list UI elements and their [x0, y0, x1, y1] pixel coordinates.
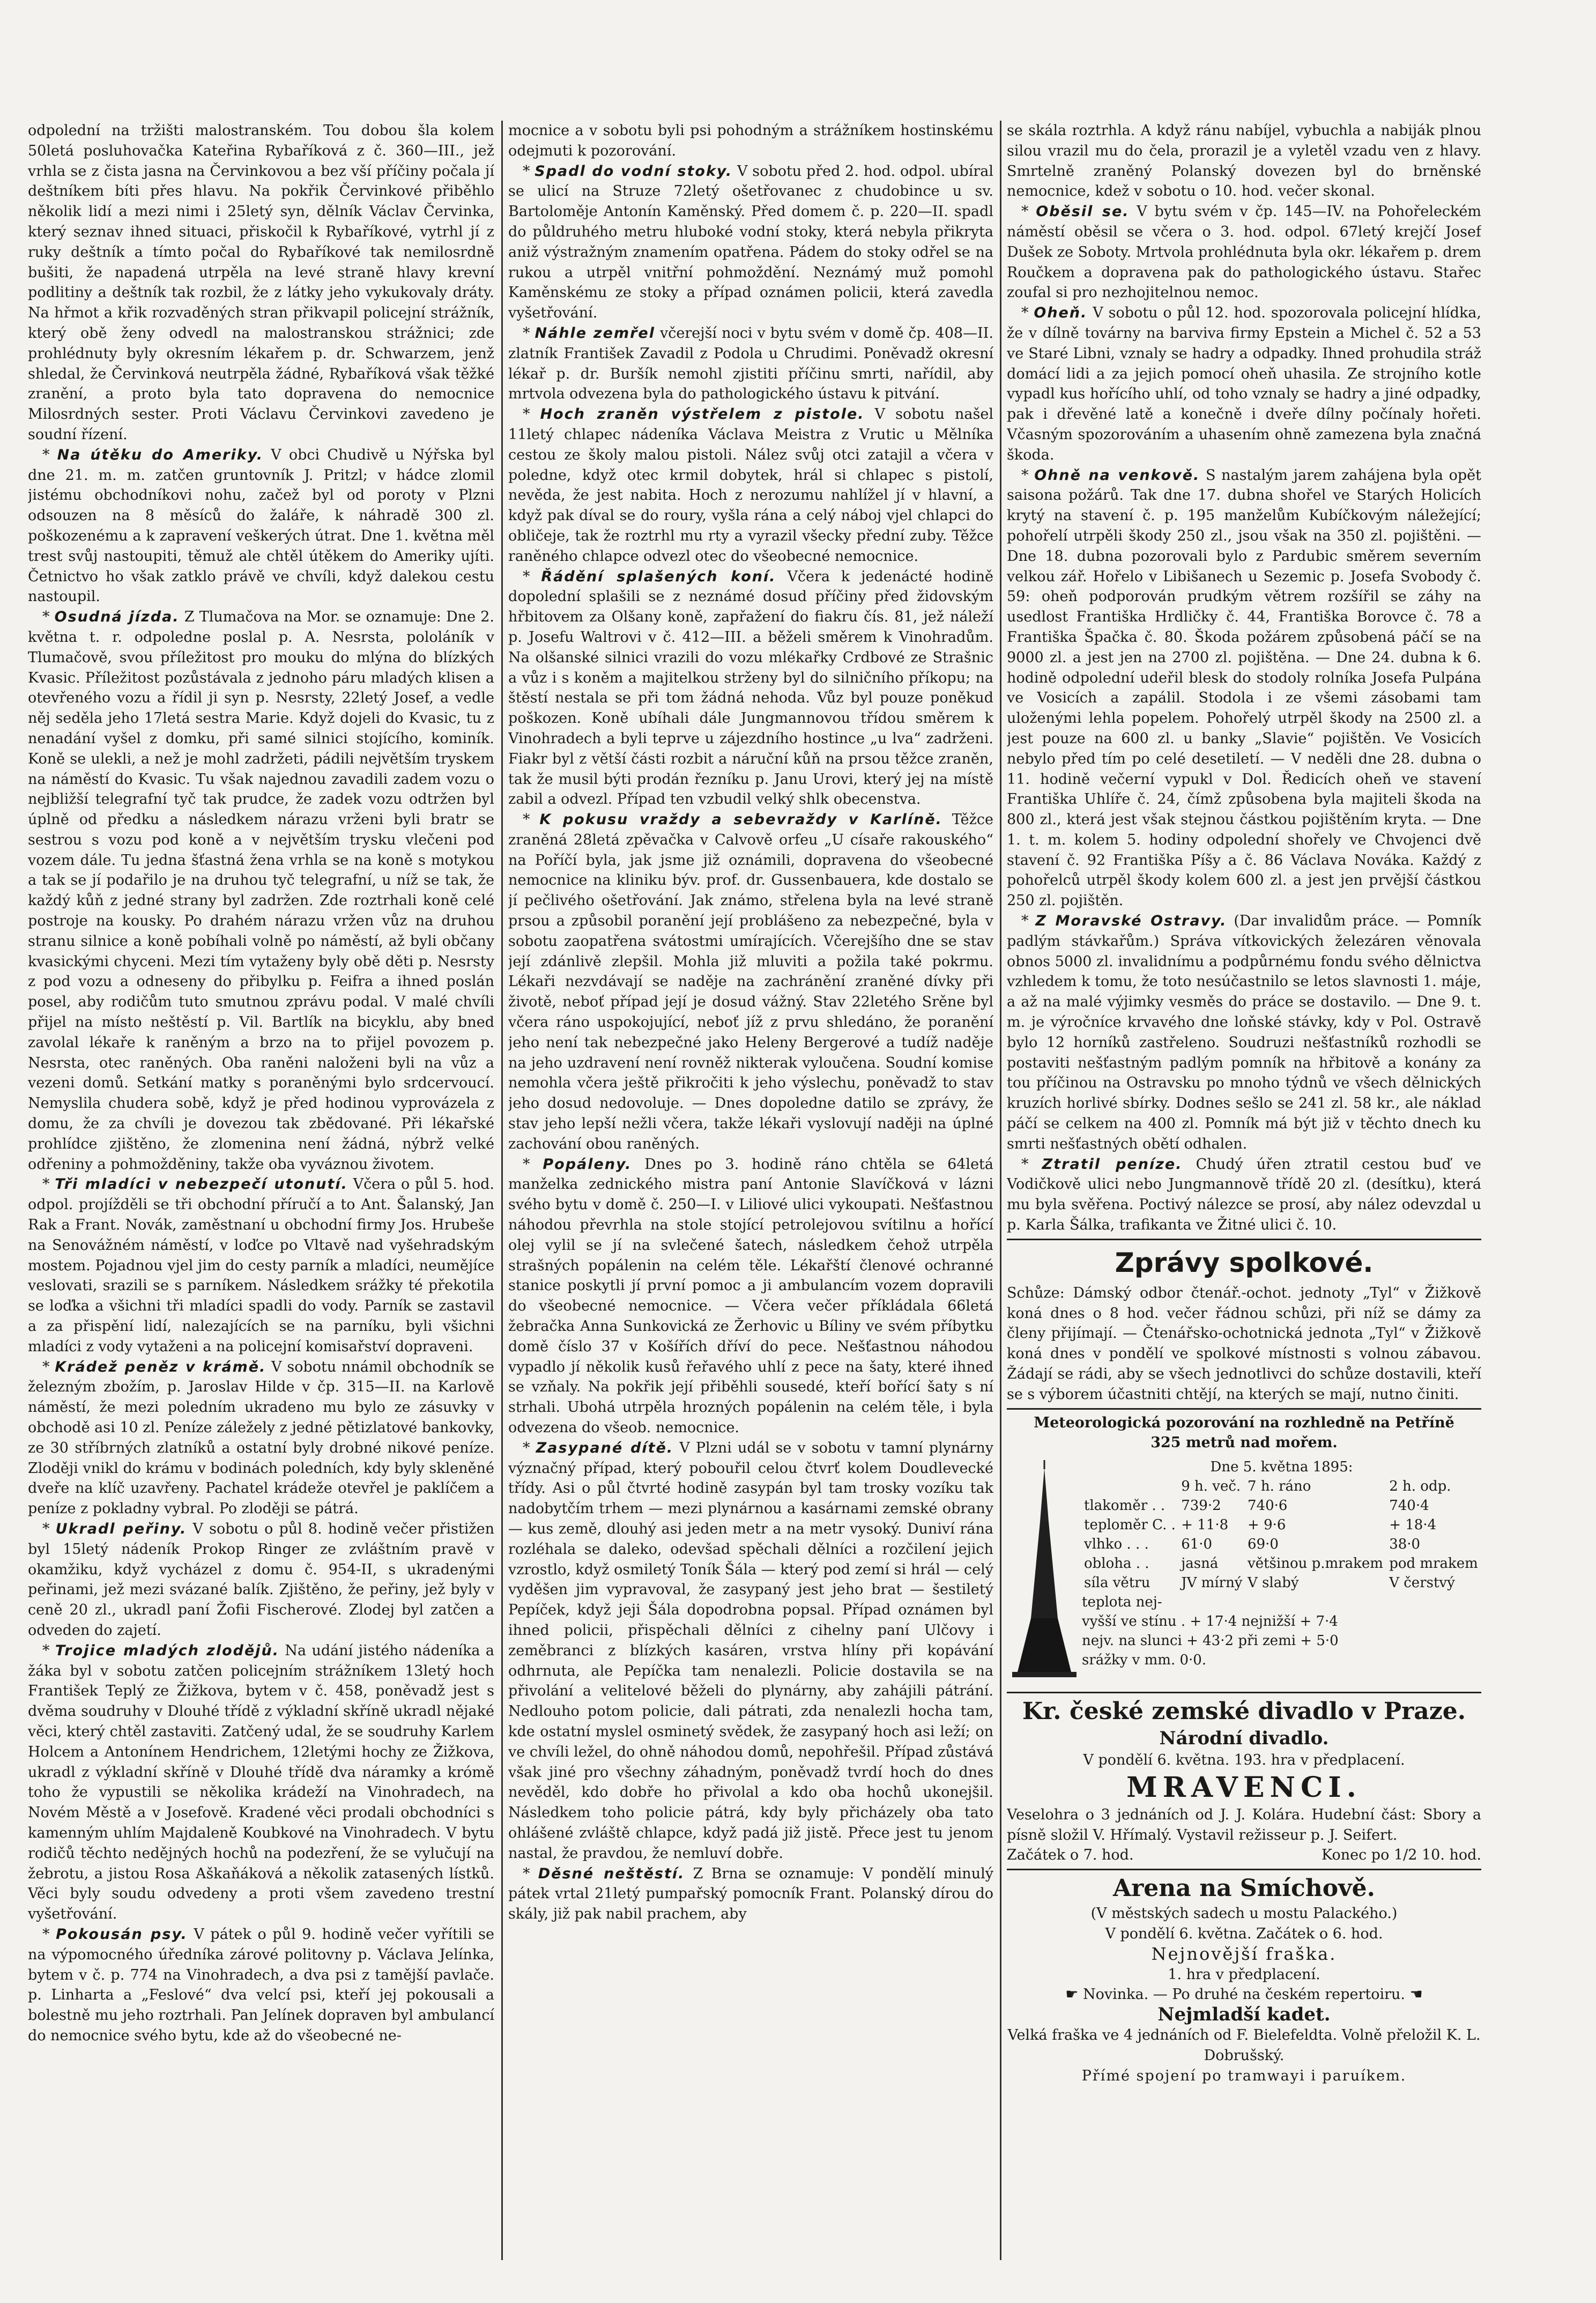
- article-headline: Ohně na venkově.: [1034, 466, 1200, 484]
- theatre-desc: Veselohra o 3 jednáních od J. J. Kolára. Hudební část: Sbory a písně složil V. Hřímalý. Vystavil režisseur p. J. Seifert.: [1007, 1806, 1481, 1843]
- article-star: *: [28, 1520, 56, 1537]
- meteo-cell: JV mírný: [1181, 1575, 1243, 1591]
- article-headline: Spadl do vodní stoky.: [535, 162, 733, 180]
- spolky-title: Zprávy spolkové.: [1115, 1247, 1374, 1278]
- meteo-cell: + 11·8: [1181, 1517, 1229, 1534]
- article-headline: Krádež peněz v krámě.: [55, 1358, 266, 1375]
- meteo-subtitle: 325 metrů nad mořem.: [1150, 1434, 1338, 1452]
- article-star: *: [1007, 913, 1036, 930]
- left-margin-fragments: [0, 121, 21, 2260]
- meteo-block: [1007, 1457, 1481, 1689]
- article: [1007, 303, 1481, 465]
- article-headline: Ztratil peníze.: [1042, 1156, 1183, 1173]
- arena-play: Nejnovější fraška.: [1151, 1943, 1337, 1964]
- article: [28, 121, 494, 445]
- article: [508, 323, 993, 404]
- arena-novelty-line: [1007, 1984, 1481, 2005]
- meteo-temp-note: srážky v mm. 0·0.: [1082, 1652, 1207, 1669]
- article: [28, 1641, 494, 1924]
- article-star: *: [1007, 466, 1035, 484]
- article: [508, 1438, 993, 1864]
- theatre-start: Začátek o 7. hod.: [1007, 1847, 1134, 1864]
- article-text: Z Brna se oznamuje: V pondělí minulý pátek vrtal 21letý pumpařský pomocník Frant. Polanský dírou do skály, již pak nabil prachem, aby: [508, 1865, 993, 1923]
- meteo-cell: + 9·6: [1248, 1517, 1286, 1534]
- article-star: *: [508, 324, 535, 342]
- article-star: *: [28, 1642, 55, 1659]
- article-text: Těžce zraněná 28letá zpěvačka v Calvově orfeu „U císaře rakouského“ na Poříčí byla, jak jsme již oznámili, dopravena do všeobecné nemocnice na kliniku býv. prof. dr. Gussenbauera, kde dostalo se jí pečlivého ošetřování. Jak známo, střelena byla na levé straně prsou a způsobil poranění její problášeno za nebezpečné, byla v sobotu zaopatřena svátostmi umírajících. Včerejšího dne se stav její zdánlivě zlepšil. Mohla již mluviti a požila také pokrmu. Lékaři nezvdávají se naděje na zachránění zraněné dívky při životě, neboť případ její je dosud vážný. Stav 22letého Srěne byl včera ráno uspokojující, neboť jíž z prvu shledáno, že poranění jeho není tak nebezpečné jako Heleny Bergerové a tudíž naděje na jeho uzdravení není rovněž nikterak vyloučena. Soudní komise nemohla včera ještě přikročiti k jeho výslechu, poněvadž to stav jeho dosud nedovoluje. — Dnes dopoledne datilo se zprávy, že stav jeho lepší nežli včera, takže lékaři vyslovují naději na úplné zachování obou raněných.: [508, 811, 993, 1152]
- article-headline: Tři mladíci v nebezpečí utonutí.: [55, 1176, 348, 1193]
- pointing-hand-icon: ☛: [1065, 1986, 1083, 2003]
- article-headline: Z Moravské Ostravy.: [1035, 913, 1227, 930]
- article-text: V Plzni udál se v sobotu v tamní plynárny význačný případ, který pobouřil celou čtvrť kolem Doudlevecké třídy. Asi o půl čtvrté hodině zasypán byl tam trosky vozíku tak nadobytčím trhem — mezi plynárnou a kasárnami zemské obrany — kus země, dlouhý asi jeden metr a na metr vysoký. Duniví rána rozléhala se daleko, odevšad spěchali dělníci a rozčilení jejich vzrostlo, když osmiletý Toník Šála — který pod zemí si hrál — celý vyděšen jim vypravoval, že zasypaný jest jeho brat — šestiletý Pepíček, když jeji Šála dopodrobna popsal. Případ oznámen byl ihned policii, přispěchali dělníci z cihelny paní Ulčovy i zeměbranci z blízkých kasáren, vrstva hlíny při kopávání odhrnuta, ale Pepíčka tam nenalezli. Policie dostavila se na přivolání a velitelové běželi do plynárny, aby zahájili pátrání. Nedlouho potom policie, dali pátrati, zda nenalezli hocha tam, kde ostatní myslel osminetý svědek, že zasypaný hoch asi leží; on ve chvíli ležel, do ohně náhodou domů, nepohřešil. Případ zůstává však jiné pro všechny záhadným, poněvadž tvrdí hoch do dnes nevěděl, kdo dobře ho přivolal a kdo oba hochů ukonejšil. Následkem toho policie pátrá, kdy byly přicházely oba tato ohlášené zvláště chlapce, když padá již jistě. Přece jest tu jenom nastal, že pravdou, že nemluví dobře.: [508, 1439, 993, 1862]
- article-text: Chudý úřen ztratil cestou buď ve Vodičkově ulici nebo Jungmannově třídě 20 zl. (desítku), která mu byla svěřena. Poctivý nálezce se prosí, aby nález odevzdal u p. Karla Šálka, trafikanta ve Žitné ulici č. 10.: [1007, 1156, 1481, 1234]
- article: [1007, 121, 1481, 202]
- meteo-cell: V čerstvý: [1389, 1575, 1455, 1591]
- article-star: *: [1007, 1156, 1042, 1173]
- article: [28, 1357, 494, 1519]
- article: [1007, 1154, 1481, 1235]
- meteo-temp-note: vyšší ve stínu . + 17·4 nejnižší + 7·4: [1082, 1613, 1338, 1630]
- article: [508, 567, 993, 810]
- article-headline: Řádění splašených koní.: [541, 568, 776, 585]
- article-text: včerejší noci v bytu svém v domě čp. 408—II. zlatník František Zavadil z Podola u Chrudimi. Poněvadž okresní lékař p. dr. Buršík nemohl zjistiti příčinu smrti, nařídil, aby mrtvola odvezena byla do pathologického ústavu k pitvání.: [508, 324, 993, 403]
- meteo-cell: 61·0: [1181, 1536, 1213, 1553]
- article-headline: Hoch zraněn výstřelem z pistole.: [540, 406, 865, 423]
- article-text: V sobotu před 2. hod. odpol. ubíral se ulicí na Struze 72letý ošetřovanec z chudobince u sv. Bartoloměje Antonín Kaměnský. Před domem č. p. 220—II. spadl do půldruhého metru hluboké vodní stoky, která nebyla přikryta aniž výstražným znamením opatřena. Pádem do stoky odřel se na rukou a utrpěl vnitřní pohmoždění. Neznámý muž pomohl Kaměnskému ze stoky a případ oznámen policii, která zavedla vyšetřování.: [508, 162, 993, 322]
- article-text: V sobotu našel 11letý chlapec nádeníka Václava Meistra z Vrutic u Mělníka cestou ze školy malou pistoli. Nález svůj otci zatajil a včera v poledne, když otec krmil dobytek, hrál si chlapec s pistolí, nevěda, že jest nabita. Hoch z nerozumu nahlížel jí v hlavní, a když pak díval se do roury, vyšla rána a celý náboj vjel chlapci do obličeje, tak že roztrhl mu rty a vyrazil všecky přední zuby. Těžce raněného chlapce odvezl otec do všeobecné nemocnice.: [508, 406, 993, 565]
- section-rule: [1007, 1869, 1481, 1870]
- article-star: *: [508, 811, 540, 828]
- article-star: *: [28, 446, 57, 463]
- section-rule: [1007, 1408, 1481, 1410]
- column-3-news: [1007, 121, 1481, 1235]
- article-text: (Dar invalidům práce. — Pomník padlým stávkařům.) Správa vítkovických železáren věnovala obnos 5000 zl. invalidnímu a podpůrnému fondu svého dělnictva vzhledem k tomu, že toto nesúčastnilo se letos slavnosti 1. máje, a až na malé výjimky vesměs do práce se dostavilo. — Dne 9. t. m. je výročníce krvavého dne loňské stávky, kdy v Pol. Ostravě bylo 12 horníků zastřeleno. Soudruzi nešťastníků rozhodli se postaviti nešťastným padlým pomník na hřbitově a konány za tou příčinou na Ostravsku po mnoho týdnů ve všech dělnických kruzích horlivé sbírky. Dodnes sešlo se 241 zl. 58 kr., ale náklad páčí se celkem na 400 zl. Pomník má být již v těchto dnech ku smrti nešťastných obětí odhalen.: [1007, 913, 1481, 1152]
- article-headline: Ukradl peřiny.: [55, 1520, 187, 1537]
- article-text: V sobotu o půl 12. hod. spozorovala policejní hlídka, že v dílně továrny na barviva firmy Epstein a Michel č. 52 a 53 ve Staré Libni, vznaly se hadry a odpadky. Ihned prohudila stráž domácí lidi a za jejich pomocí oheň uhasila. Ze strojního kotle vypadl kus hořícího uhlí, od toho vznaly se hadry a jiné odpadky, pak i dřevěné latě a konečně i dveře dílny počínaly hořeti. Včasným spozorováním a uhasením ohně zamezena byla značná škoda.: [1007, 305, 1481, 463]
- article: [1007, 465, 1481, 912]
- article-text: V pátek o půl 9. hodině večer vyřítili se na výpomocného úředníka zárové politovny p. Václava Jelínka, bytem v č. p. 774 na Vinohradech, a dva psi z tamější pavlače. p. Linharta a „Feslové“ dva velcí psi, kteří jej pokousali a bolestně mu jeho roztrhali. Pan Jelínek dopraven byl ambulancí do nemocnice svého bytu, kde až do všeobecné ne-: [28, 1926, 494, 2044]
- meteo-cell: pod mrakem: [1389, 1556, 1478, 1572]
- article-text: V sobotu nnámil obchodník se železným zbožím, p. Jaroslav Hilde v čp. 315—II. na Karlově náměstí, že mezi poledním ukradeno mu bylo ze zásuvky v obchodě asi 10 zl. Peníze záležely z jedné pětizlatové bankovky, ze 30 stříbrných zlatníků a ostatní byly drobné nikové peníze. Zloději vnikl do krámu v bodinách poledních, kdy byly skleněné dveře na klíč uzavřeny. Pachatel krádeže otevřel je paklíčem a peníze z pokladny vybral. Po zloději se pátrá.: [28, 1358, 494, 1517]
- meteo-cell: většinou p.mrakem: [1248, 1556, 1383, 1572]
- arena-note: Přímé spojení po tramwayi i paruíkem.: [1081, 2067, 1407, 2084]
- article: [508, 1864, 993, 1924]
- article-text: Včera o půl 5. hod. odpol. projížděli se tři obchodní příručí a to Ant. Šalanský, Jan Rak a Frant. Novák, zaměstnaní u obchodní firmy Jos. Hrubeše na Senovážném náměstí, v loďce po Vltavě nad vyšehradským mostem. Pojadnou vjel jim do cesty parník a mladíci, neumějíce veslovati, srazili se s parníkem. Následkem srážky té překotila se loďka a všichni tři mladíci spadli do vody. Parník se zastavil a za přispění lidí, nalezajících se na parníku, byli všichni mladíci z vody vytaženi a na policejní komisařství dopraveni.: [28, 1176, 494, 1355]
- article-star: *: [508, 568, 541, 585]
- article: [28, 1519, 494, 1641]
- section-rule: [1007, 1692, 1481, 1693]
- arena-novelty: Novinka. — Po druhé na českém repertoiru.: [1082, 1986, 1406, 2003]
- article-star: *: [28, 609, 55, 626]
- meteo-cell: 739·2: [1181, 1498, 1221, 1514]
- meteo-row-label: vlhko . . .: [1084, 1536, 1149, 1553]
- article: [28, 445, 494, 607]
- column-divider-1: [501, 121, 503, 2260]
- article-text: Včera k jedenácté hodině dopolední splašili se z neznámé dosud příčiny před židovským hřbitovem za Olšany koně, zapřažení do fiakru čís. 81, jež náleží p. Josefu Waltrovi v č. 412—III. a běželi směrem k Vinohradům. Na olšanské silnici vrazili do vozu mlékařky Crdbové ze Strašnic a vůz i s koněm a majitelkou strženy byl do silničního příkopu; na štěstí nestala se při tom žádná nehoda. Vůz byl pouze poněkud poškozen. Koně ubíhali dále Jungmannovou třídou směrem k Vinohradech a byli teprve u zájezdního hostince „u lva“ zadrženi. Fiakr byl z větší části rozbit a náruční kůň na prsou těžce zraněn, tak že musil býti prodán řezníku p. Janu Urovi, který jej na místě zabil a odvezl. Případ ten vzbudil velký shlk obecenstva.: [508, 568, 993, 808]
- article-headline: Děsné neštěstí.: [538, 1865, 685, 1882]
- article-text: Na udání jistého nádeníka a žáka byl v sobotu zatčen policejním strážníkem 13letý hoch František Teplý ze Žižkova, bytem v č. 458, poněvadž jest s dvěma soudruhy v Dlouhé třídě z výkladní skříně ukradl nějaké věci, který chtěl zastaviti. Zatčený udal, že se soudruhy Karlem Holcem a Antonínem Hendrichem, 12letými hochy ze Žižkova, ukradl z výkladní skříně v Dlouhé třídě dva náramky a krómě toho že vypustili se několika krádeží na Vinohradech, na Novém Městě a v Josefově. Kradené věci prodali obchodníci s kamenným uhlím Majdaleně Koubkové na Vinohradech. V bytu rodičů těchto nedějných hochů na podezření, že se vylučují na žebrotu, a jistou Rosa Aškaňáková a několik zatasených lístků. Věci byly soudu odvedeny a proti všem zavedeno trestní vyšetřování.: [28, 1642, 494, 1923]
- article-text: odpolední na tržišti malostranském. Tou dobou šla kolem 50letá posluhovačka Kateřina Rybaříková z č. 360—III., jež vrhla se z čista jasna na Červinkovou a bez vší příčiny počala jí deštníkem bíti přes hlavu. Na pokřik Červinkové přiběhlo několik lidí a mezi nimi i 25letý syn, dělník Václav Červinka, který seznav ihned situaci, přiskočil k Rybaříkové, vytrhl jí z ruky deštník a tímto počal do Rybaříkové tak nemilosrdně bušiti, že napadená utrpěla na levé straně hlavy krevní podlitiny a deštník tak rozbil, že z látky jeho vykukovaly dráty. Na hřmot a křik rozvaděných stran přikvapil policejní strážník, který obě ženy odvedl na malostranskou strážnici; zde prohlédnuty byly okresním lékařem p. dr. Schwarzem, jenž shledal, že Červinková neutrpěla žádné, Rybaříková však těžké zranění, a proto byla tato dopravena do nemocnice Milosrdných sester. Proti Václavu Červinkovi zavedeno je soudní řízení.: [28, 122, 494, 443]
- meteo-date: Dne 5. května 1895:: [1210, 1459, 1353, 1476]
- article: [508, 810, 993, 1154]
- meteo-temp-note: teplota nej-: [1082, 1594, 1162, 1611]
- article: [508, 1154, 993, 1438]
- article: [1007, 202, 1481, 303]
- article-text: S nastalým jarem zahájena byla opět saisona požárů. Tak dne 17. dubna shořel ve Starých Holicích krytý na stavení č. p. 195 manželům Kubíčkovým náležející; pohořelí utrpěli škody 250 zl., jsou však na 350 zl. pojištěni. — Dne 18. dubna pozorovali bylo z Pardubic směrem severním velkou zář. Hořelo v Libišanech u Sezemic p. Josefa Svobody č. 59: oheň podporován prudkým větrem rozšířil se záhy na usedlost Františka Hrdličky č. 44, Františka Borovce č. 78 a Františka Špačka č. 80. Škoda požárem způsobená páčí se na 9000 zl. a jest jen na 2700 zl. pojištěna. — Dne 24. dubna k 6. hodině odpolední udeřil blesk do stodoly rolníka Josefa Pulpána ve Vosicích a zapálil. Stodola i ze všemi zásobami tam uloženými lehla popelem. Pohořelý utrpěl škody na 2500 zl. a jest pouze na 600 zl. u banky „Slavie“ pojištěn. Ve Vosicích nebylo před tím po celé desetiletí. — V neděli dne 28. dubna o 11. hodině večerní vypukl v Dol. Ředicích oheň ve stavení Františka Uhlíře č. 24, čímž způsobena byla majiteli škoda na 800 zl., která jest však stejnou částkou pojištěním kryta. — Dne 1. t. m. kolem 5. hodiny odpolední shořely ve Chvojenci dvě stavení č. 92 Františka Píšy a č. 86 Václava Nováka. Každý z pohořelců utrpěl škody kolem 600 zl. a jest jen prvější částkou 250 zl. pojištěn.: [1007, 466, 1481, 909]
- meteo-row-label: tlakoměr . .: [1084, 1498, 1166, 1514]
- meteo-col-head: 2 h. odp.: [1389, 1478, 1451, 1495]
- article: [1007, 911, 1481, 1154]
- theatre-end: Konec po 1/2 10. hod.: [1322, 1847, 1481, 1864]
- article-headline: Zasypané dítě.: [536, 1439, 674, 1456]
- article-headline: Oheň.: [1034, 305, 1088, 322]
- article-star: *: [1007, 305, 1034, 322]
- article: [508, 121, 993, 161]
- article: [28, 607, 494, 1174]
- meteo-row-label: síla větru: [1084, 1575, 1150, 1591]
- article-star: *: [28, 1926, 56, 1943]
- arena-play2: Nejmladší kadet.: [1157, 2004, 1331, 2026]
- arena-subtitle: (V městských sadech u mostu Palackého.): [1090, 1905, 1398, 1922]
- article-text: V sobotu o půl 8. hodině večer přistižen byl 15letý nádeník Prokop Ringer ze zvláštním pravě v okamžiku, když vycházel z domu č. 954-II, s ukradenými peřinami, jež mezi svázané balík. Zjištěno, že peřiny, jež byly v ceně 20 zl., ukradl paní Žofii Fischerové. Zlodej byl zatčen a odveden do zajetí.: [28, 1520, 494, 1639]
- meteo-cell: + 18·4: [1389, 1517, 1437, 1534]
- meteo-cell: 38·0: [1389, 1536, 1421, 1553]
- article-star: *: [28, 1176, 55, 1193]
- pointing-hand-icon: ☚: [1405, 1986, 1423, 2003]
- meteo-col-head: 7 h. ráno: [1248, 1478, 1311, 1495]
- article-headline: Na útěku do Ameriky.: [57, 446, 264, 463]
- meteo-col-head: 9 h. več.: [1181, 1478, 1241, 1495]
- article-star: *: [508, 1865, 538, 1882]
- theatre-date: V pondělí 6. května. 193. hra v předplacení.: [1083, 1752, 1405, 1768]
- spolky-text: Schůze: Dámský odbor čtenář.-ochot. jednoty „Tyl“ v Žižkově koná dnes o 8 hod. večer řádnou schůzi, při níž se dámy za členy přijímají. — Čtenářsko-ochotnická jednota „Tyl“ v Žižkově koná dnes v pondělí ve spolkové místnosti s volnou zábavou. Žádají se rádi, aby se všech jednotlivci do schůze dostavili, kteří se s výborem účastniti chtějí, na kterých se mají, nutno činiti.: [1007, 1284, 1481, 1403]
- arena-ticket: 1. hra v předplacení.: [1168, 1966, 1320, 1983]
- theatre-subtitle: Národní divadlo.: [1159, 1728, 1329, 1749]
- article-text: mocnice a v sobotu byli psi pohodným a strážníkem hostinskému odejmuti k pozorování.: [508, 122, 993, 159]
- article-star: *: [508, 1156, 543, 1173]
- article-star: *: [1007, 203, 1036, 220]
- meteo-row-label: obloha . .: [1084, 1556, 1149, 1572]
- meteo-temp-note: nejv. na slunci + 43·2 při zemi + 5·0: [1082, 1633, 1339, 1649]
- article-headline: Náhle zemřel: [535, 324, 655, 342]
- article-headline: Pokousán psy.: [56, 1926, 188, 1943]
- meteo-title: Meteorologická pozorování na rozhledně na Petříně: [1034, 1414, 1454, 1431]
- theatre-title: Kr. české zemské divadlo v Praze.: [1022, 1698, 1466, 1725]
- article-text: V obci Chudivě u Nýřska byl dne 21. m. m. zatčen gruntovník J. Pritzl; v hádce zlomil jistému obchodníkovi nohu, začež byl od poroty v Plzni odsouzen na 8 měsíců do žaláře, k náhradě 300 zl. poškozenému a k zapravení veškerých útrat. Dne 1. května měl trest svůj nastoupiti, těmuž ale chtěl útěkem do Ameriky ujíti. Četnictvo ho však zatklo právě ve chvíli, když dalekou cestu nastoupil.: [28, 446, 494, 605]
- article-star: *: [508, 162, 535, 180]
- article: [508, 161, 993, 323]
- article-text: V bytu svém v čp. 145—IV. na Pohořeleckém náměstí oběsil se včera o 3. hod. odpol. 67letý krejčí Josef Dušek ze Soboty. Mrtvola prohlédnuta byla okr. lékařem p. drem Roučkem a dopravena pak do pathologického ústavu. Stařec zoufal si pro nezhojitelnou nemoc.: [1007, 203, 1481, 301]
- article-star: *: [508, 1439, 536, 1456]
- meteo-cell: 69·0: [1248, 1536, 1279, 1553]
- column-1: [28, 121, 494, 2260]
- arena-desc: Velká fraška ve 4 jednáních od F. Bielefeldta. Volně přeložil K. L. Dobrušský.: [1007, 2026, 1481, 2064]
- arena-title: Arena na Smíchově.: [1112, 1875, 1375, 1902]
- section-rule: [1007, 1239, 1481, 1240]
- meteo-cell: 740·6: [1248, 1498, 1288, 1514]
- article-star: *: [28, 1358, 55, 1375]
- meteo-cell: V slabý: [1248, 1575, 1299, 1591]
- article-headline: Popáleny.: [543, 1156, 632, 1173]
- column-3: [1007, 121, 1481, 2260]
- article: [28, 1174, 494, 1357]
- article: [508, 404, 993, 566]
- arena-date: V pondělí 6. května. Začátek o 6. hod.: [1105, 1925, 1383, 1942]
- petrin-tower-illustration: [1007, 1457, 1082, 1689]
- article-text: se skála roztrhla. A když ránu nabíjel, vybuchla a nabiják plnou silou vrazil mu do čela, prorazil je a vyletěl vzadu ven z hlavy. Smrtelně zraněný Polanský dovezen byl do brněnské nemocnice, kdež v sobotu o 10. hod. večer skonal.: [1007, 122, 1481, 200]
- article-headline: Osudná jízda.: [54, 609, 180, 626]
- article-headline: Oběsil se.: [1036, 203, 1130, 220]
- meteo-cell: 740·4: [1389, 1498, 1429, 1514]
- theatre-times: [1007, 1845, 1481, 1865]
- article-text: Dnes po 3. hodině ráno chtěla se 64letá manželka zednického mistra paní Antonie Slavíčková v lázni svého bytu v domě č. 250—I. v Liliové ulici vykoupati. Nešťastnou náhodou převrhla na stole stojící petrolejovou svítilnu a hořící olej vylil se jí na svlečené šatech, následkem čehož utrpěla strašných popálenin na celém těle. Lékařští členové ochranné stanice poskytli jí první pomoc a ji ambulancím vozem dopravili do všeobecné nemocnice. — Včera večer příkládala 66letá žebračka Anna Sunkovická ze Žerhovic u Bíliny ve svém příbytku domě číslo 37 v Košířích dříví do pece. Nešťastnou náhodou vypadlo jí několik kusů řeřavého uhlí z pece na šaty, které ihned se vzňaly. Na pokřik její přiběhli sousedé, kteří bořící šaty s ní strhali. Ubohá utrpěla hrozných popálenin na celém těle, i byla odvezena do všeob. nemocnice.: [508, 1156, 993, 1436]
- article-headline: K pokusu vraždy a sebevraždy v Karlíně.: [539, 811, 942, 828]
- article-text: Z Tlumačova na Mor. se oznamuje: Dne 2. května t. r. odpoledne poslal p. A. Nesrsta, pololáník v Tlumačově, svou příležitost pro mouku do mlýna do blízkých Kvasic. Příležitost pozůstávala z jednoho páru mladých klisen a otevřeného vozu a řídil ji syn p. Nesrsty, 22letý Josef, a vedle něj seděla jeho 17letá sestra Marie. Když dojeli do Kvasic, tu z nenadání vyšel z domku, při samé silnici stojícího, kominík. Koně se ulekli, a než je mohl zadržeti, pádili největším tryskem na náměstí do Kvasic. Tu však najednou zavadili zadem vozu o nejbližší telegrafní tyč tak prudce, že zadek vozu odtržen byl úplně od předku a následkem nárazu vrženi byli bratr se sestrou s vozu pod koně a v největším trysku vlečeni pod vozem dále. Tu jedna šťastná žena vrhla se na koně s motykou a tak se jí podařilo je na druhou tyč telegrafní, u níž se tak, že každý kůň z jedné strany byl zadržen. Zde roztrhali koně celé postroje na kousky. Po drahém nárazu vržen vůz na druhou stranu silnice a koně pobíhali volně po náměstí, až byli občany kvasickými chyceni. Mezi tím vytaženy byly obě děti p. Nesrsty z pod vozu a odneseny do přibylku p. Feifra a ihned poslán posel, aby rodičům tuto smutnou zprávu podal. V malé chvíli přijel na místo neštěstí p. Vil. Bartlík na bicyklu, aby bned zavolal lékaře k raněným a brzo na to přijel povozem p. Nesrsta, otec raněných. Oba raněni naloženi byli na vůz a vezeni domů. Setkání matky s poraněnými bylo srdcervoucí. Nemyslila chudera sobě, když je před hodinou vyprovázela z domu, že za chvíli je dovezou tak zbědované. Při lékařské prohlídce zjištěno, že zlomenina není žádná, nýbrž velké odřeniny a pohmožděniny, takže oba vyváznou životem.: [28, 609, 494, 1173]
- meteo-table: [1082, 1477, 1481, 1593]
- article: [28, 1924, 494, 2046]
- article-star: *: [508, 406, 540, 423]
- meteo-row-label: teploměr C. .: [1084, 1517, 1176, 1534]
- column-divider-2: [1000, 121, 1001, 2260]
- article-headline: Trojice mladých zlodějů.: [55, 1642, 280, 1659]
- meteo-cell: jasná: [1181, 1556, 1219, 1572]
- column-2: [508, 121, 993, 2260]
- theatre-play: MRAVENCI.: [1126, 1771, 1362, 1804]
